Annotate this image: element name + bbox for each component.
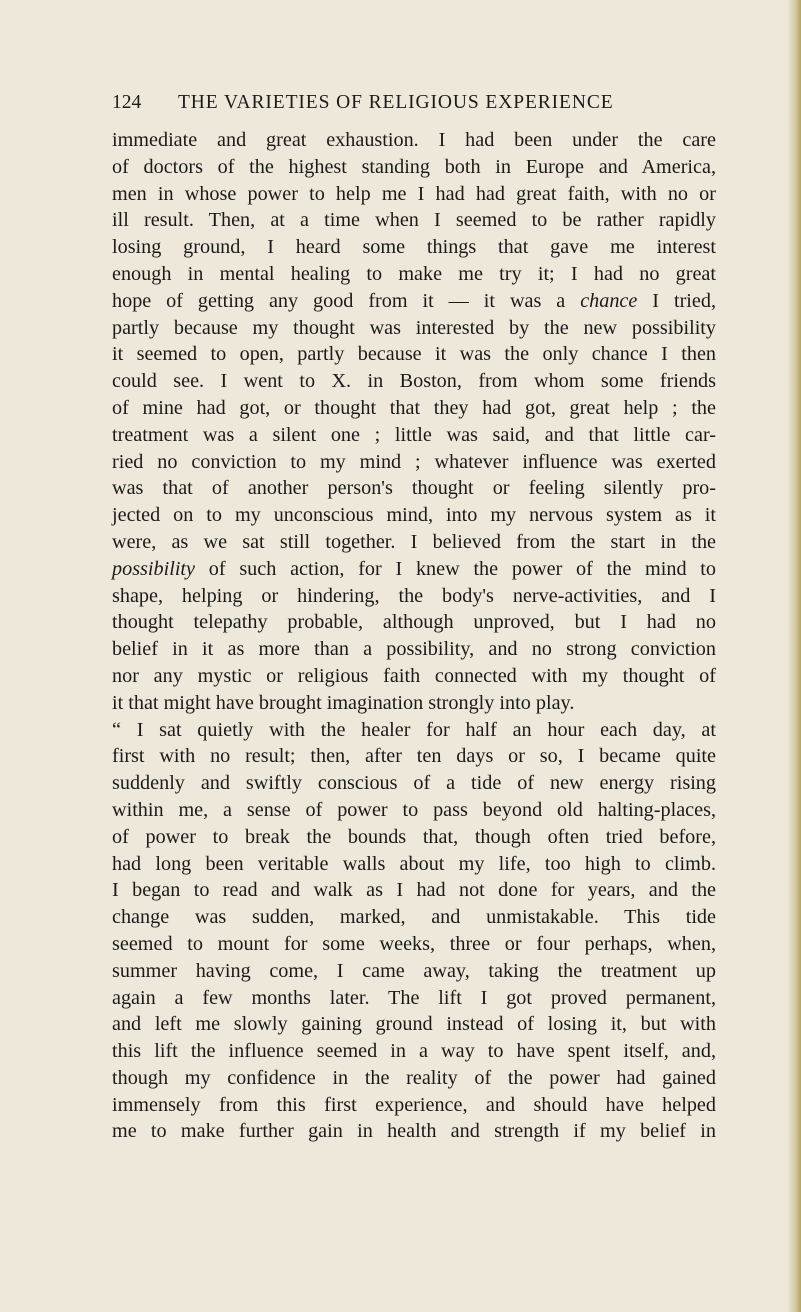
text-line: immediate and great exhaustion. I had been under the care xyxy=(112,129,716,151)
text-segment: of such action, for I knew the power of the mind to xyxy=(195,557,716,580)
body-text xyxy=(112,127,716,1145)
text-line: was that of another person's thought or feeling silently pro- xyxy=(112,477,716,500)
text-line: of mine had got, or thought that they had got, great help ; the xyxy=(112,396,716,419)
text-line: and left me slowly gaining ground instead of losing it, but with xyxy=(112,1013,716,1036)
text-line: thought telepathy probable, although unproved, but I had no xyxy=(112,611,716,634)
text-line: of doctors of the highest standing both in Europe and America, xyxy=(112,155,716,178)
text-line: within me, a sense of power to pass beyond old halting-places, xyxy=(112,798,716,821)
text-line: change was sudden, marked, and unmistakable. This tide xyxy=(112,906,716,929)
running-title: THE VARIETIES OF RELIGIOUS EXPERIENCE xyxy=(178,92,614,113)
text-line xyxy=(112,288,716,315)
text-line: it that might have brought imagination strongly into play. xyxy=(112,691,575,714)
page-number: 124 xyxy=(112,92,142,113)
text-line: belief in it as more than a possibility, and no strong conviction xyxy=(112,638,716,661)
text-line: immensely from this first experience, and should have helped xyxy=(112,1093,716,1116)
text-line: men in whose power to help me I had had great faith, with no or xyxy=(112,182,716,205)
text-line: ried no conviction to my mind ; whatever influence was exerted xyxy=(112,450,716,473)
text-line: enough in mental healing to make me try it; I had no great xyxy=(112,262,716,285)
text-line: though my confidence in the reality of the power had gained xyxy=(112,1066,716,1089)
running-head xyxy=(112,92,672,118)
text-line: nor any mystic or religious faith connected with my thought of xyxy=(112,664,716,687)
text-segment: hope of getting any good from it — it was a xyxy=(112,289,581,312)
text-line: treatment was a silent one ; little was said, and that little car- xyxy=(112,423,716,446)
text-segment: I tried, xyxy=(637,289,716,312)
text-line: summer having come, I came away, taking the treatment up xyxy=(112,959,716,982)
text-line: it seemed to open, partly because it was the only chance I then xyxy=(112,343,716,366)
text-line: partly because my thought was interested by the new possibility xyxy=(112,316,716,339)
text-line: again a few months later. The lift I got proved permanent, xyxy=(112,986,716,1009)
text-line: this lift the influence seemed in a way to have spent itself, and, xyxy=(112,1040,716,1063)
text-line: I began to read and walk as I had not done for years, and the xyxy=(112,879,716,902)
text-line: could see. I went to X. in Boston, from whom some friends xyxy=(112,370,716,393)
page-edge-shadow xyxy=(787,0,801,1312)
text-line: jected on to my unconscious mind, into my nervous system as it xyxy=(112,504,716,527)
text-line: shape, helping or hindering, the body's nerve-activities, and I xyxy=(112,584,716,607)
text-line: me to make further gain in health and strength if my belief in xyxy=(112,1120,716,1143)
text-line: seemed to mount for some weeks, three or four perhaps, when, xyxy=(112,932,716,955)
text-line: “ I sat quietly with the healer for half an hour each day, at xyxy=(112,718,716,741)
text-line: suddenly and swiftly conscious of a tide of new energy rising xyxy=(112,772,716,795)
text-line: of power to break the bounds that, though often tried before, xyxy=(112,825,716,848)
text-line: ill result. Then, at a time when I seemed to be rather rapidly xyxy=(112,209,716,232)
text-line: losing ground, I heard some things that gave me interest xyxy=(112,236,716,259)
italic-segment: chance xyxy=(580,289,638,312)
text-line: first with no result; then, after ten days or so, I became quite xyxy=(112,745,716,768)
text-line: had long been veritable walls about my life, too high to climb. xyxy=(112,852,716,875)
italic-segment: possibility xyxy=(112,557,195,580)
text-line xyxy=(112,556,716,583)
text-line: were, as we sat still together. I believed from the start in the xyxy=(112,530,716,553)
